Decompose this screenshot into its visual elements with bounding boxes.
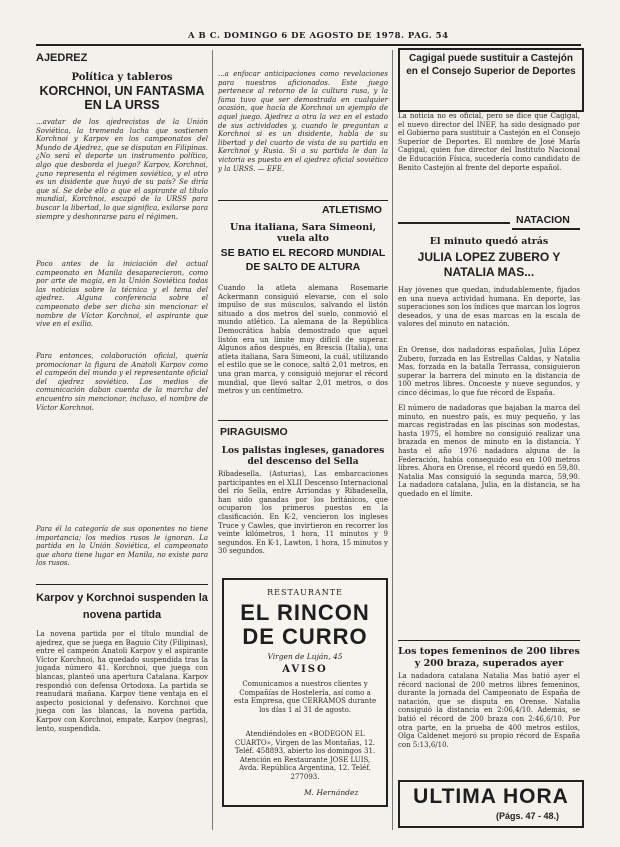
headline-julia-lopez: JULIA LOPEZ ZUBERO Y NATALIA MAS... [417, 250, 561, 279]
topes-body: La nadadora catalana Natalia Mas batió ayer el récord nacional de 200 metros libres femeninos, durante la jornada del Campeonato de España de natación, que se disputa en Orense. Natalia consiguió la distancia en 2:06,4/10. Además, se batió el récord de 200 braza con 2:46,6/10. Por otra parte, en la prueba de 400 metros estilos, Olga Caldenet mejoró su propio récord de España con 5:13,6/10. [398, 672, 580, 749]
section-title-ajedrez: AJEDREZ [36, 52, 88, 64]
atletismo-body: Cuando la atleta alemana Rosemarie Ackermann consiguió elevarse, con el solo impulso de sus músculos, salvando el listón situado a dos metros del suelo, conmovió el mundo atlético. La alemana de la República Democrática había demostrado que aquel listón era un límite muy difícil de superar. Algunos años después, en Brescia (Italia), una atleta italiana, Sara Simeoni, la cuál, utilizando el estilo que se le conoce, saltó 2,01 metros, en una gran marca, y consiguió mejorar el récord mundial, que llevó saltar 2,01 metros, o dos metros y un centímetro. [218, 284, 388, 396]
ultima-hora-pages: (Págs. 47 - 48.) [496, 811, 560, 821]
headline-ultima-hora: ULTIMA HORA [413, 785, 569, 808]
article-body-p4: Para él la categoría de sus oponentes no tiene importancia; los medios rusos le ignoran. La partida en la Unión Soviética, el campeonato que ahora tiene lugar en Manila, no existe para los rusos. [36, 525, 208, 568]
col3-rule [398, 640, 580, 641]
ad-name-line2: DE CURRO [242, 624, 368, 649]
novena-partida-body: La novena partida por el título mundial de ajedrez, que se juega en Baguio City (Filipinas), entre el campeón Anatoli Karpov y el aspirante Víctor Korchnoi, ha quedado suspendida tras la jugada número 41. Korchnoi, que juega con blancas, planteó una apertura Catalana. Karpov respondió con defensa Ortodoxa. La partida se reanudará mañana. Karpov tiene ventaja en el aspecto posicional y defensivo. Korchnoi que juega con las blancas, la novena partida, Karpov con Korchnoi, empate, Karpov (negras), lento, suspendida. [36, 630, 208, 733]
kicker-politica: Política y tableros [71, 72, 173, 83]
natacion-body-p1: Hay jóvenes que quedan, indudablemente, fijados en una nueva actividad humana. En deporte, las superaciones son los índices que marcan los logros deseados, y una de esas marcas en la escala de valores del minuto en natación. [398, 286, 580, 329]
natacion-body-p3: El número de nadadoras que bajaban la marca del minuto, en nuestro país, es muy pequeño, y las marcas registradas en las piscinas son modestas, hasta 1975, el hombre no consiguió realizar una brazada en menos de minuto en la distancia. Y hasta el año 1976 nadadora alguna de la Federación, había conseguido eso en 100 metros libres. Ahora en Orense, el récord quedó en 59,80. Natalia Mas consiguió la segunda marca, 59,90. La nadadora catalana, Julia, en la distancia, se ha quedado en el límite. [398, 404, 580, 498]
headline-novena-partida: Karpov y Korchnoi suspenden la novena partida [36, 592, 208, 621]
ad-label: RESTAURANTE [267, 588, 343, 597]
col2-top-rule [218, 200, 388, 201]
restaurant-ad [222, 578, 388, 807]
headline-korchnoi: KORCHNOI, UN FANTASMA EN LA URSS [39, 84, 205, 112]
section-title-natacion: NATACION [516, 214, 570, 226]
headline-sella: Los palistas ingleses, ganadores del descenso del Sella [221, 446, 385, 467]
article-body-p2: Poco antes de la iniciación del actual campeonato en Manila desaparecieron, como por arte de magia, en la Unión Soviética todas las noticias sobre la técnica y el tema del ajedrez. Alguna conferencia sobre el campeonato debe ser dicha sin mencionar el nombre de Víctor Korchnoi, el aspirante que vive en el exilio. [36, 260, 208, 329]
natacion-rule [398, 222, 510, 224]
ad-title: AVISO [282, 664, 328, 675]
header-rule [36, 44, 581, 46]
column-divider-1 [212, 50, 213, 830]
headline-record-altura: SE BATIO EL RECORD MUNDIAL DE SALTO DE ALTURA [220, 247, 386, 273]
column-divider-2 [392, 50, 393, 830]
ad-body-1: Comunicamos a nuestros clientes y Compañías de Hostelería, así como a esta Empresa, que CERRAMOS durante los días 1 al 31 de agosto. [233, 680, 377, 714]
col2-mid-rule [218, 420, 388, 421]
ad-signature: M. Hernández [304, 788, 359, 797]
col1-divider [36, 584, 208, 585]
page-header: A B C. DOMINGO 6 DE AGOSTO DE 1978. PAG. 54 [188, 31, 449, 41]
kicker-simeoni: Una italiana, Sara Simeoni, vuela alto [229, 222, 377, 244]
headline-topes-femeninos: Los topes femeninos de 200 libres y 200 braza, superados ayer [398, 646, 580, 669]
kicker-cagigal: Cagigal puede sustituir a Castejón en el Consejo Superior de Deportes [406, 53, 576, 77]
section-title-piraguismo: PIRAGUISMO [220, 426, 288, 438]
ultima-hora-box [398, 780, 584, 828]
natacion-body-p2: En Orense, dos nadadoras españolas, Julia López Zubero, forzada en las Estrellas Caldas, y Natalia Mas, forzada en la batalla Terrassa, consiguieron superar la barrera del minuto en la distancia de 100 metros libres. Oncoeste y nueve segundos, y cinco décimas, lo que fue récord de España. [398, 346, 580, 397]
article-body-p3: Para entonces, colaboración oficial, quería promocionar la figura de Anatoli Karpov como el campeón del mundo y el representante oficial del ajedrez soviético. Los medios de comunicación daban cuenta de la marcha del encuentro sin mencionar, incluso, el nombre de Víctor Korchnoi. [36, 352, 208, 412]
ad-body-2: Atendiéndoles en «BODEGON EL CUARTO», Virgen de las Montañas, 12. Teléf. 458893, abierto los domingos 31. Atención en Restaurante JOSE LUIS, Avda. República Argentina, 12. Teléf. 277093. [234, 730, 376, 781]
continued-body: ...a enfocar anticipaciones como revelaciones para nuestros aficionados. Este juego pertenece al retorno de la cultura rusa, y la fama tuvo que ser demostrada en cualquier ocasión, que hacía de Korchnoi un ejemplo de aquel juego. Ajedrez a otra la vez en el estado de sus actividades y, cuando le preguntan a Korchnoi si es un disidente, habla de su libertad y del cuarto de vista de su partida en Kerchnoi y Rusia. Si a su partida le dan la victoria es puesto en el ajedrez oficial soviético y la URSS. — EFE. [218, 70, 388, 173]
piraguismo-body: Ribadesella. (Asturias), Las embarcaciones participantes en el XLII Descenso Internacional del río Sella, entre Arriondas y Ribadesella, han sido ganadas por los británicos, que ocuparon los primeros puestos en la clasificación. En K-2, vencieron los ingleses Truce y Cawles, que invirtieron en recorrer los veinte kilómetros, 1 hora, 11 minutos y 9 segundos. En K-1, Lawton, 1 hora, 15 minutos y 30 segundos. [218, 470, 388, 556]
ad-name-line1: EL RINCON [240, 600, 370, 625]
article-body-p1: ...avatar de los ajedrecistas de la Unión Soviética, la tremenda lucha que sostienen Korchnoi y Karpov en los campeonatos del Mundo de Ajedrez, que se disputan en Filipinas. ¿No será el deporte un instrumento político, algo que desborda el juego? Karpov, Korchnoi, ¿uno representa el régimen soviético, y el otro es un disidente que huyó de su país? Se diría que sí. Se debe ello a que el aspirante al título mundial, Korchnoi, escapó de la URSS para buscar la libertad, lo que significa, exilarse para siempre y deshonrarse para el régimen. [36, 118, 208, 221]
section-title-atletismo: ATLETISMO [322, 204, 382, 216]
ad-address: Virgen de Luján, 45 [267, 652, 343, 661]
section-title-natacion-box [512, 214, 580, 230]
cagigal-body: La noticia no es oficial, pero se dice que Cagigal, el nuevo director del INEF, ha sido designado por el Gobierno para sustituir a Castejón en el Consejo Superior de Deportes. El nombre de José María Cagigal, quien fue director del Instituto Nacional de Educación Física, sucedería como candidato de Benito Castejón al frente del deporte español. [398, 112, 580, 172]
kicker-minuto: El minuto quedó atrás [429, 236, 549, 247]
cagigal-box [398, 48, 584, 112]
